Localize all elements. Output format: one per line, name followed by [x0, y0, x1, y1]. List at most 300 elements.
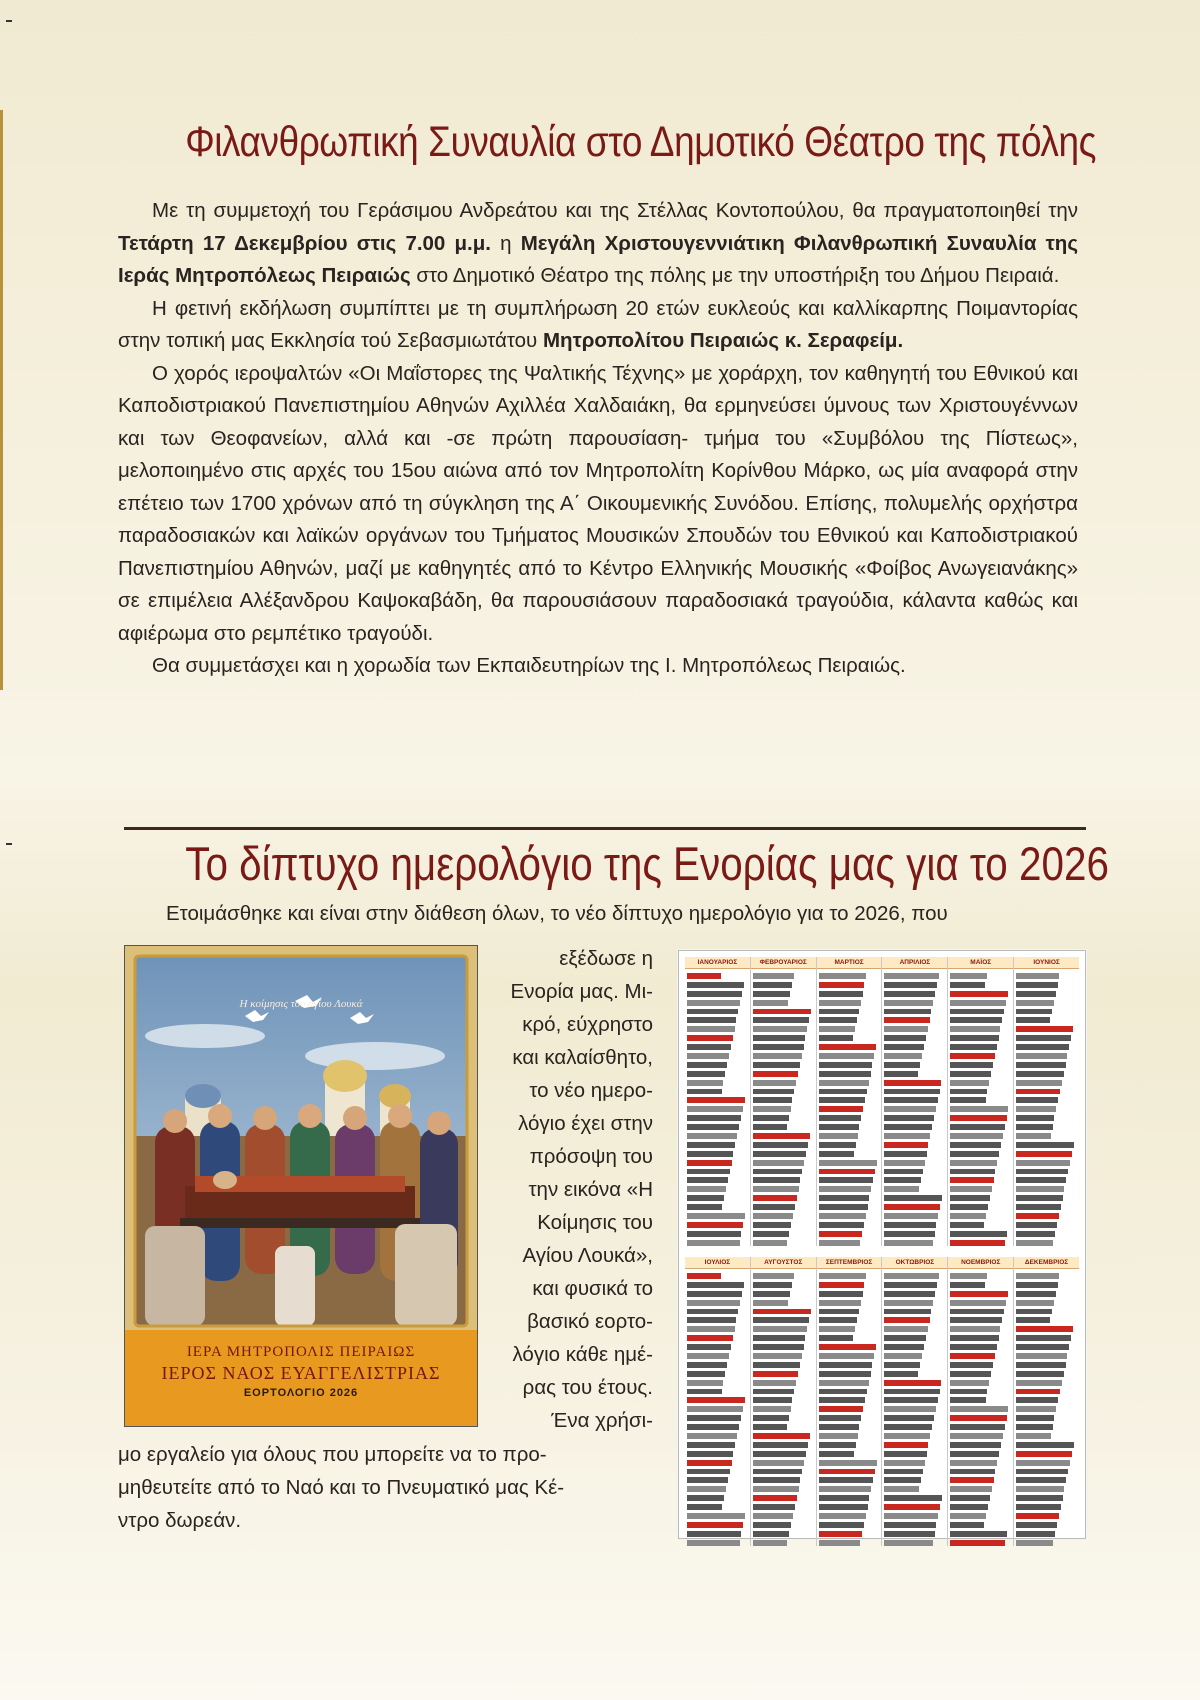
calendar-day-entry: [950, 1006, 1012, 1015]
calendar-day-entry: [950, 1174, 1012, 1183]
calendar-day-entry: [1016, 1228, 1078, 1237]
calendar-day-entry: [884, 1501, 946, 1510]
calendar-day-entry: [687, 1094, 749, 1103]
calendar-day-entry: [1016, 1166, 1078, 1175]
calendar-day-entry: [1016, 1086, 1078, 1095]
calendar-day-entry: [1016, 1006, 1078, 1015]
calendar-day-entry: [753, 1041, 815, 1050]
calendar-day-entry: [1016, 1314, 1078, 1323]
calendar-day-entry: [950, 1412, 1012, 1421]
col-line: την εικόνα «Η: [528, 1178, 653, 1201]
calendar-day-entry: [753, 970, 815, 979]
calendar-day-entry: [819, 1528, 881, 1537]
tail-line: μο εργαλείο για όλους που μπορείτε να το προ-: [118, 1443, 547, 1466]
calendar-day-entry: [687, 1270, 749, 1279]
calendar-month-header: ΑΥΓΟΥΣΤΟΣ: [751, 1257, 816, 1269]
calendar-day-entry: [819, 1192, 881, 1201]
calendar-day-entry: [819, 1297, 881, 1306]
calendar-day-entry: [753, 1103, 815, 1112]
calendar-day-entry: [950, 1288, 1012, 1297]
calendar-day-entry: [687, 1219, 749, 1228]
col-line: και καλαίσθητο,: [512, 1046, 653, 1069]
calendar-day-entry: [687, 1368, 749, 1377]
calendar-day-entry: [687, 1014, 749, 1023]
calendar-day-entry: [687, 1130, 749, 1139]
calendar-day-entry: [1016, 1148, 1078, 1157]
calendar-day-entry: [819, 1103, 881, 1112]
calendar-day-entry: [753, 1237, 815, 1246]
calendar-day-entry: [950, 1537, 1012, 1546]
calendar-day-entry: [819, 988, 881, 997]
cover-church: ΙΕΡΟΣ ΝΑΟΣ ΕΥΑΓΓΕΛΙΣΤΡΙΑΣ: [161, 1363, 441, 1383]
calendar-day-entry: [753, 1183, 815, 1192]
calendar-day-entry: [884, 1306, 946, 1315]
calendar-month-header: ΜΑΪΟΣ: [948, 957, 1013, 969]
calendar-day-entry: [819, 1023, 881, 1032]
concert-article: [118, 118, 1097, 683]
calendar-day-entry: [819, 1359, 881, 1368]
calendar-day-entry: [819, 1403, 881, 1412]
calendar-day-entry: [687, 1403, 749, 1412]
calendar-day-entry: [884, 1492, 946, 1501]
calendar-day-entry: [1016, 1519, 1078, 1528]
calendar-day-entry: [1016, 1192, 1078, 1201]
calendar-day-entry: [687, 1466, 749, 1475]
calendar-day-entry: [950, 1032, 1012, 1041]
concert-body: [118, 195, 1078, 683]
calendar-day-entry: [950, 1077, 1012, 1086]
calendar-day-entry: [753, 1130, 815, 1139]
calendar-day-entry: [1016, 1094, 1078, 1103]
calendar-day-entry: [950, 1386, 1012, 1395]
calendar-day-entry: [950, 1210, 1012, 1219]
calendar-day-entry: [687, 1341, 749, 1350]
section-divider: [124, 827, 1086, 830]
calendar-day-entry: [950, 970, 1012, 979]
col-line: ρας του έτους.: [522, 1376, 653, 1399]
calendar-tail-text: [118, 1438, 653, 1537]
calendar-day-entry: [884, 1228, 946, 1237]
calendar-day-entry: [950, 1439, 1012, 1448]
calendar-intro: [118, 898, 1078, 930]
calendar-day-entry: [753, 1466, 815, 1475]
calendar-day-entry: [819, 1332, 881, 1341]
calendar-day-entry: [884, 1006, 946, 1015]
calendar-day-entry: [819, 1148, 881, 1157]
calendar-day-entry: [753, 1332, 815, 1341]
col-line: Ενορία μας. Μι-: [510, 980, 653, 1003]
calendar-day-entry: [950, 1492, 1012, 1501]
calendar-day-entry: [950, 1139, 1012, 1148]
calendar-day-entry: [753, 1457, 815, 1466]
calendar-day-entry: [687, 1448, 749, 1457]
calendar-day-entry: [819, 1157, 881, 1166]
calendar-day-entry: [884, 1297, 946, 1306]
calendar-day-entry: [687, 1103, 749, 1112]
calendar-day-entry: [753, 1157, 815, 1166]
calendar-day-entry: [950, 1166, 1012, 1175]
calendar-day-entry: [950, 1341, 1012, 1350]
calendar-day-entry: [819, 1014, 881, 1023]
col-line: βασικό εορτο-: [527, 1310, 653, 1333]
calendar-day-entry: [753, 1006, 815, 1015]
calendar-month: [947, 1257, 1013, 1546]
calendar-day-entry: [1016, 1448, 1078, 1457]
calendar-day-entry: [1016, 1103, 1078, 1112]
calendar-day-entry: [884, 1041, 946, 1050]
calendar-month: [881, 957, 947, 1246]
calendar-day-entry: [819, 1457, 881, 1466]
calendar-day-entry: [950, 1228, 1012, 1237]
calendar-day-entry: [753, 1314, 815, 1323]
calendar-day-entry: [1016, 1183, 1078, 1192]
edge-mark-mid: [6, 843, 12, 845]
calendar-day-entry: [884, 988, 946, 997]
calendar-day-entry: [884, 1059, 946, 1068]
calendar-month: [750, 1257, 816, 1546]
calendar-day-entry: [687, 1112, 749, 1121]
calendar-day-entry: [884, 1368, 946, 1377]
calendar-day-entry: [884, 1323, 946, 1332]
calendar-day-entry: [884, 1157, 946, 1166]
calendar-day-entry: [819, 1077, 881, 1086]
calendar-day-entry: [753, 1421, 815, 1430]
calendar-day-entry: [950, 1183, 1012, 1192]
calendar-day-entry: [950, 1332, 1012, 1341]
calendar-day-entry: [1016, 979, 1078, 988]
calendar-day-entry: [753, 1341, 815, 1350]
calendar-day-entry: [884, 1130, 946, 1139]
calendar-month: [750, 957, 816, 1246]
calendar-day-entry: [950, 1394, 1012, 1403]
calendar-day-entry: [1016, 1510, 1078, 1519]
calendar-month-header: ΑΠΡΙΛΙΟΣ: [882, 957, 947, 969]
calendar-day-entry: [687, 1174, 749, 1183]
col-line: εξέδωσε η: [559, 947, 653, 970]
calendar-day-entry: [819, 1306, 881, 1315]
calendar-day-entry: [687, 1086, 749, 1095]
calendar-day-entry: [884, 1403, 946, 1412]
calendar-day-entry: [950, 979, 1012, 988]
calendar-month-header: ΔΕΚΕΜΒΡΙΟΣ: [1014, 1257, 1079, 1269]
calendar-day-entry: [884, 1032, 946, 1041]
calendar-day-entry: [1016, 1501, 1078, 1510]
calendar-day-entry: [753, 1350, 815, 1359]
col-line: Αγίου Λουκά»,: [522, 1244, 653, 1267]
calendar-day-entry: [1016, 1439, 1078, 1448]
calendar-day-entry: [819, 1237, 881, 1246]
calendar-day-entry: [884, 1201, 946, 1210]
col-line: κρό, εύχρηστο: [522, 1013, 653, 1036]
calendar-day-entry: [884, 1174, 946, 1183]
calendar-day-entry: [687, 1394, 749, 1403]
calendar-day-entry: [884, 1219, 946, 1228]
col-line: λόγιο κάθε ημέ-: [512, 1343, 653, 1366]
calendar-day-entry: [884, 1288, 946, 1297]
calendar-day-entry: [753, 1050, 815, 1059]
calendar-day-entry: [1016, 1368, 1078, 1377]
calendar-month-header: ΙΟΥΛΙΟΣ: [685, 1257, 750, 1269]
calendar-day-entry: [753, 1501, 815, 1510]
calendar-day-entry: [819, 1412, 881, 1421]
calendar-day-entry: [950, 1323, 1012, 1332]
calendar-day-entry: [687, 1457, 749, 1466]
calendar-day-entry: [1016, 1059, 1078, 1068]
calendar-day-entry: [819, 1439, 881, 1448]
calendar-day-entry: [1016, 1457, 1078, 1466]
p1-text-e: στο Δημοτικό Θέατρο της πόλης με την υποστήριξη του Δήμου Πειραιά.: [410, 264, 1060, 287]
concert-paragraph-1: [118, 195, 1078, 293]
p1-text-c: η: [490, 231, 521, 255]
calendar-day-entry: [950, 1368, 1012, 1377]
calendar-month-header: ΟΚΤΩΒΡΙΟΣ: [882, 1257, 947, 1269]
calendar-day-entry: [819, 1183, 881, 1192]
calendar-day-entry: [819, 1130, 881, 1139]
calendar-day-entry: [884, 1528, 946, 1537]
calendar-day-entry: [1016, 1377, 1078, 1386]
calendar-day-entry: [1016, 1306, 1078, 1315]
col-line: Ένα χρήσι-: [551, 1409, 653, 1432]
calendar-day-entry: [884, 1394, 946, 1403]
calendar-day-entry: [687, 1537, 749, 1546]
calendar-day-entry: [687, 1510, 749, 1519]
calendar-day-entry: [1016, 1332, 1078, 1341]
calendar-day-entry: [819, 1519, 881, 1528]
calendar-day-entry: [819, 1121, 881, 1130]
calendar-day-entry: [819, 1421, 881, 1430]
calendar-day-entry: [950, 1148, 1012, 1157]
calendar-day-entry: [819, 1492, 881, 1501]
calendar-day-entry: [687, 1519, 749, 1528]
tail-line: μηθευτείτε από το Ναό και το Πνευματικό μας Κέ-: [118, 1476, 565, 1499]
calendar-day-entry: [687, 1032, 749, 1041]
calendar-day-entry: [687, 1528, 749, 1537]
side-rule: [0, 110, 3, 690]
tail-line: ντρο δωρεάν.: [118, 1509, 242, 1532]
calendar-day-entry: [884, 1014, 946, 1023]
calendar-day-entry: [819, 1314, 881, 1323]
calendar-day-entry: [884, 1537, 946, 1546]
calendar-day-entry: [687, 1139, 749, 1148]
calendar-day-entry: [950, 1130, 1012, 1139]
calendar-day-entry: [687, 1332, 749, 1341]
calendar-day-entry: [950, 1157, 1012, 1166]
calendar-day-entry: [753, 1439, 815, 1448]
calendar-day-entry: [687, 1077, 749, 1086]
calendar-day-entry: [1016, 1483, 1078, 1492]
calendar-day-entry: [1016, 1430, 1078, 1439]
calendar-day-entry: [753, 1166, 815, 1175]
calendar-day-entry: [819, 1094, 881, 1103]
calendar-month-header: ΙΑΝΟΥΑΡΙΟΣ: [685, 957, 750, 969]
calendar-day-entry: [950, 1457, 1012, 1466]
p2-text-a: Η φετινή εκδήλωση συμπίπτει με τη συμπλήρωση 20 ετών ευκλεούς και καλλίκαρπης Ποιμαντορίας στην τοπική μας Εκκλησία τού Σεβασμιωτάτου: [118, 296, 1078, 352]
calendar-day-entry: [819, 1270, 881, 1279]
calendar-day-entry: [884, 1314, 946, 1323]
calendar-month: [881, 1257, 947, 1546]
calendar-day-entry: [950, 1279, 1012, 1288]
calendar-day-entry: [1016, 1474, 1078, 1483]
calendar-day-entry: [753, 1219, 815, 1228]
calendar-day-entry: [884, 1474, 946, 1483]
calendar-day-entry: [1016, 1528, 1078, 1537]
calendar-day-entry: [753, 1528, 815, 1537]
calendar-day-entry: [819, 1032, 881, 1041]
calendar-day-entry: [687, 970, 749, 979]
calendar-day-entry: [1016, 1014, 1078, 1023]
calendar-day-entry: [687, 1501, 749, 1510]
calendar-day-entry: [1016, 1412, 1078, 1421]
calendar-day-entry: [1016, 1323, 1078, 1332]
calendar-second-half: [685, 1257, 1079, 1546]
calendar-month-header: ΣΕΠΤΕΜΒΡΙΟΣ: [817, 1257, 882, 1269]
calendar-day-entry: [884, 1510, 946, 1519]
col-line: Κοίμησις του: [537, 1211, 653, 1234]
col-line: και φυσικά το: [532, 1277, 653, 1300]
calendar-day-entry: [753, 1297, 815, 1306]
calendar-day-entry: [884, 1466, 946, 1475]
calendar-day-entry: [753, 1121, 815, 1130]
calendar-day-entry: [950, 1501, 1012, 1510]
calendar-day-entry: [884, 1050, 946, 1059]
calendar-day-entry: [884, 1148, 946, 1157]
calendar-day-entry: [1016, 1068, 1078, 1077]
concert-paragraph-3: Ο χορός ιεροψαλτών «Οι Μαΐστορες της Ψαλτικής Τέχνης» με χοράρχη, τον καθηγητή του Εθνικού και Καποδιστριακού Πανεπιστημίου Αθηνών Αχιλλέα Χαλδαιάκη, θα ερμηνεύσει ύμνους των Χριστουγέννων και των Θεοφανείων, αλλά και -σε πρώτη παρουσίαση- τμήμα του «Συμβόλου της Πίστεως», μελοποιημένο στις αρχές του 15ου αιώνα από τον Μητροπολίτη Κορίνθου Μάρκο, ως μία αναφορά στην επέτειο των 1700 χρόνων από τη σύγκληση της Α΄ Οικουμενικής Συνόδου. Επίσης, πολυμελής ορχήστρα παραδοσιακών και λαϊκών οργάνων του Τμήματος Μουσικών Σπουδών του Εθνικού και Καποδιστριακού Πανεπιστημίου Αθηνών, μαζί με καθηγητές από το Κέντρο Ελληνικής Μουσικής «Φοίβος Ανωγειανάκης» σε επιμέλεια Αλέξανδρου Καψοκαβάδη, θα παρουσιάσουν παραδοσιακά τραγούδια, κάλαντα καθώς και αφιέρωμα στο ρεμπέτικο τραγούδι.: [118, 361, 1078, 645]
calendar-day-entry: [687, 1483, 749, 1492]
calendar-day-entry: [753, 1077, 815, 1086]
calendar-day-entry: [884, 1094, 946, 1103]
cover-metropolis: ΙΕΡΑ ΜΗΤΡΟΠΟΛΙΣ ΠΕΙΡΑΙΩΣ: [186, 1344, 416, 1360]
calendar-day-entry: [753, 1306, 815, 1315]
calendar-day-entry: [687, 1210, 749, 1219]
calendar-day-entry: [950, 1094, 1012, 1103]
calendar-day-entry: [950, 1430, 1012, 1439]
calendar-day-entry: [819, 1501, 881, 1510]
calendar-day-entry: [884, 1350, 946, 1359]
calendar-day-entry: [819, 1059, 881, 1068]
calendar-day-entry: [753, 1394, 815, 1403]
calendar-day-entry: [884, 1237, 946, 1246]
calendar-day-entry: [1016, 1279, 1078, 1288]
calendar-day-entry: [819, 1210, 881, 1219]
calendar-day-entry: [819, 1228, 881, 1237]
calendar-day-entry: [884, 1112, 946, 1121]
calendar-day-entry: [819, 1288, 881, 1297]
calendar-day-entry: [687, 1377, 749, 1386]
calendar-month-header: ΝΟΕΜΒΡΙΟΣ: [948, 1257, 1013, 1269]
calendar-day-entry: [753, 1448, 815, 1457]
calendar-day-entry: [1016, 1077, 1078, 1086]
calendar-month: [816, 1257, 882, 1546]
calendar-day-entry: [1016, 1341, 1078, 1350]
calendar-day-entry: [753, 1510, 815, 1519]
calendar-day-entry: [753, 1068, 815, 1077]
calendar-day-entry: [884, 1359, 946, 1368]
calendar-day-entry: [884, 1086, 946, 1095]
calendar-day-entry: [884, 1439, 946, 1448]
calendar-day-entry: [950, 1068, 1012, 1077]
calendar-day-entry: [819, 1086, 881, 1095]
calendar-day-entry: [950, 1192, 1012, 1201]
calendar-day-entry: [1016, 1041, 1078, 1050]
calendar-day-entry: [753, 1377, 815, 1386]
calendar-day-entry: [950, 1112, 1012, 1121]
calendar-day-entry: [884, 1377, 946, 1386]
calendar-day-entry: [1016, 1174, 1078, 1183]
event-name: Μεγάλη Χριστουγεννιάτικη Φιλανθρωπική Συναυλία της Ιεράς Μητροπόλεως Πειραιώς: [118, 231, 1078, 287]
calendar-day-entry: [753, 1430, 815, 1439]
calendar-day-entry: [819, 1394, 881, 1403]
calendar-day-entry: [950, 1297, 1012, 1306]
calendar-day-entry: [753, 1519, 815, 1528]
calendar-day-entry: [884, 1103, 946, 1112]
event-datetime: Τετάρτη 17 Δεκεμβρίου στις 7.00 μ.μ.: [118, 231, 491, 255]
calendar-day-entry: [819, 1537, 881, 1546]
calendar-day-entry: [884, 1457, 946, 1466]
calendar-day-entry: [1016, 1270, 1078, 1279]
calendar-sheet: [678, 950, 1086, 1539]
calendar-day-entry: [1016, 1492, 1078, 1501]
calendar-day-entry: [950, 1237, 1012, 1246]
calendar-day-entry: [753, 979, 815, 988]
calendar-day-entry: [950, 1421, 1012, 1430]
calendar-day-entry: [819, 1174, 881, 1183]
calendar-day-entry: [819, 1386, 881, 1395]
calendar-day-entry: [753, 988, 815, 997]
calendar-day-entry: [687, 1430, 749, 1439]
calendar-day-entry: [884, 1077, 946, 1086]
calendar-day-entry: [884, 1483, 946, 1492]
calendar-month: [685, 1257, 750, 1546]
calendar-day-entry: [819, 1466, 881, 1475]
calendar-day-entry: [950, 1041, 1012, 1050]
calendar-month: [947, 957, 1013, 1246]
calendar-month: [1013, 957, 1079, 1246]
calendar-day-entry: [950, 1121, 1012, 1130]
calendar-day-entry: [687, 1439, 749, 1448]
calendar-day-entry: [1016, 1386, 1078, 1395]
concert-paragraph-4: Θα συμμετάσχει και η χορωδία των Εκπαιδευτηρίων της Ι. Μητροπόλεως Πειραιώς.: [152, 654, 906, 677]
calendar-day-entry: [950, 1403, 1012, 1412]
calendar-day-entry: [687, 1023, 749, 1032]
calendar-day-entry: [753, 1228, 815, 1237]
calendar-day-entry: [687, 1474, 749, 1483]
calendar-day-entry: [819, 1041, 881, 1050]
calendar-day-entry: [753, 1014, 815, 1023]
calendar-day-entry: [884, 970, 946, 979]
calendar-day-entry: [884, 1430, 946, 1439]
calendar-day-entry: [819, 1219, 881, 1228]
calendar-day-entry: [884, 1412, 946, 1421]
calendar-day-entry: [753, 1412, 815, 1421]
calendar-day-entry: [1016, 988, 1078, 997]
calendar-day-entry: [753, 1403, 815, 1412]
calendar-day-entry: [1016, 1403, 1078, 1412]
calendar-cover-image: [124, 945, 478, 1427]
edge-mark-top: [6, 20, 12, 22]
calendar-day-entry: [884, 1166, 946, 1175]
calendar-day-entry: [884, 1121, 946, 1130]
calendar-day-entry: [753, 1359, 815, 1368]
calendar-day-entry: [819, 1166, 881, 1175]
calendar-day-entry: [950, 1270, 1012, 1279]
calendar-day-entry: [1016, 1421, 1078, 1430]
calendar-day-entry: [950, 1023, 1012, 1032]
icon-caption: Η κοίμησις του αγίου Λουκά: [239, 998, 363, 1010]
calendar-day-entry: [687, 1359, 749, 1368]
calendar-day-entry: [884, 1139, 946, 1148]
concert-paragraph-2: [118, 293, 1078, 358]
